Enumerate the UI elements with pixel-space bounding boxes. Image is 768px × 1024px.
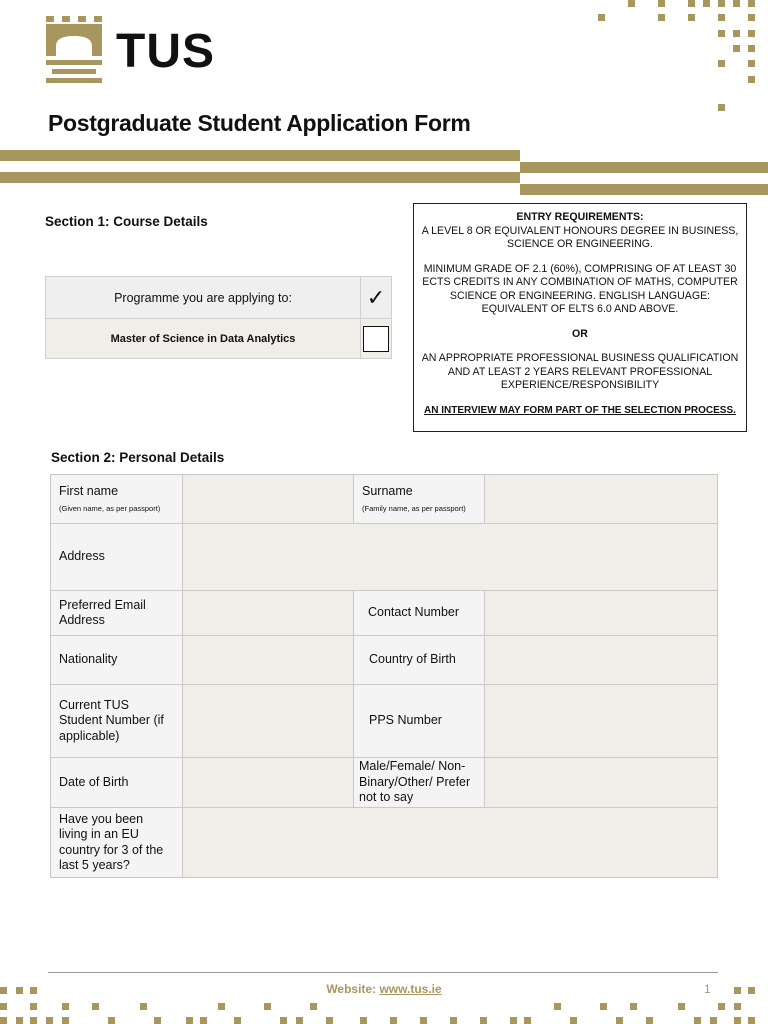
nationality-label: Nationality [51, 636, 183, 685]
first-name-field[interactable] [183, 475, 354, 524]
header-band-1 [0, 150, 520, 161]
gender-field[interactable] [485, 758, 717, 808]
student-number-label: Current TUS Student Number (if applicable) [51, 685, 183, 758]
nationality-field[interactable] [183, 636, 354, 685]
first-name-label: First name (Given name, as per passport) [51, 475, 183, 524]
programme-checkbox[interactable] [363, 326, 389, 352]
surname-label: Surname (Family name, as per passport) [354, 475, 485, 524]
requirements-or: OR [572, 327, 588, 340]
programme-name: Master of Science in Data Analytics [46, 319, 361, 358]
contact-number-label: Contact Number [354, 591, 485, 636]
brand-name: TUS [116, 25, 215, 78]
check-mark-icon: ✓ [361, 277, 391, 319]
eu-residency-field[interactable] [183, 808, 717, 877]
header-band-3 [520, 162, 768, 173]
footer-website [0, 982, 768, 996]
footer-rule [48, 972, 718, 973]
address-field[interactable] [183, 524, 717, 591]
eu-residency-label: Have you been living in an EU country for 3 of the last 5 years? [51, 808, 183, 877]
requirement-1: A LEVEL 8 OR EQUIVALENT HONOURS DEGREE IN BUSINESS, SCIENCE OR ENGINEERING. [421, 224, 739, 250]
page-number: 1 [704, 982, 711, 996]
date-of-birth-label: Date of Birth [51, 758, 183, 808]
requirement-3: AN APPROPRIATE PROFESSIONAL BUSINESS QUALIFICATION AND AT LEAST 2 YEARS RELEVANT PROFESSIONAL EXPERIENCE/RESPONSIBILITY [421, 352, 739, 391]
programme-table [45, 276, 392, 359]
personal-details-table [50, 474, 718, 878]
section-1-heading: Section 1: Course Details [45, 214, 208, 229]
tus-logo-icon [46, 16, 102, 86]
interview-note: AN INTERVIEW MAY FORM PART OF THE SELECTION PROCESS. [424, 404, 736, 416]
date-of-birth-field[interactable] [183, 758, 354, 808]
email-field[interactable] [183, 591, 354, 636]
requirement-2: MINIMUM GRADE OF 2.1 (60%), COMPRISING OF AT LEAST 30 ECTS CREDITS IN ANY COMBINATION OF MATHS, COMPUTER SCIENCE OR ENGINEERING. ENGLISH LANGUAGE: EQUIVALENT OF ELTS 6.0 AND ABOVE. [422, 262, 738, 315]
address-label: Address [51, 524, 183, 591]
requirements-heading: ENTRY REQUIREMENTS: [516, 211, 644, 223]
pps-number-field[interactable] [485, 685, 717, 758]
website-link[interactable]: www.tus.ie [379, 982, 442, 996]
entry-requirements-box [413, 203, 747, 432]
first-name-hint: (Given name, as per passport) [59, 503, 161, 513]
student-number-field[interactable] [183, 685, 354, 758]
section-2-heading: Section 2: Personal Details [51, 450, 225, 465]
pps-number-label: PPS Number [354, 685, 485, 758]
page-title: Postgraduate Student Application Form [48, 110, 471, 136]
email-label: Preferred Email Address [51, 591, 183, 636]
surname-field[interactable] [485, 475, 717, 524]
programme-checkbox-cell[interactable] [361, 319, 391, 358]
website-label: Website: [326, 982, 377, 996]
programme-label: Programme you are applying to: [46, 277, 361, 319]
surname-hint: (Family name, as per passport) [362, 503, 466, 513]
gender-label: Male/Female/ Non-Binary/Other/ Prefer not to say [354, 758, 485, 808]
country-of-birth-field[interactable] [485, 636, 717, 685]
header-band-2 [0, 172, 520, 183]
country-of-birth-label: Country of Birth [354, 636, 485, 685]
contact-number-field[interactable] [485, 591, 717, 636]
header-band-4 [520, 184, 768, 195]
